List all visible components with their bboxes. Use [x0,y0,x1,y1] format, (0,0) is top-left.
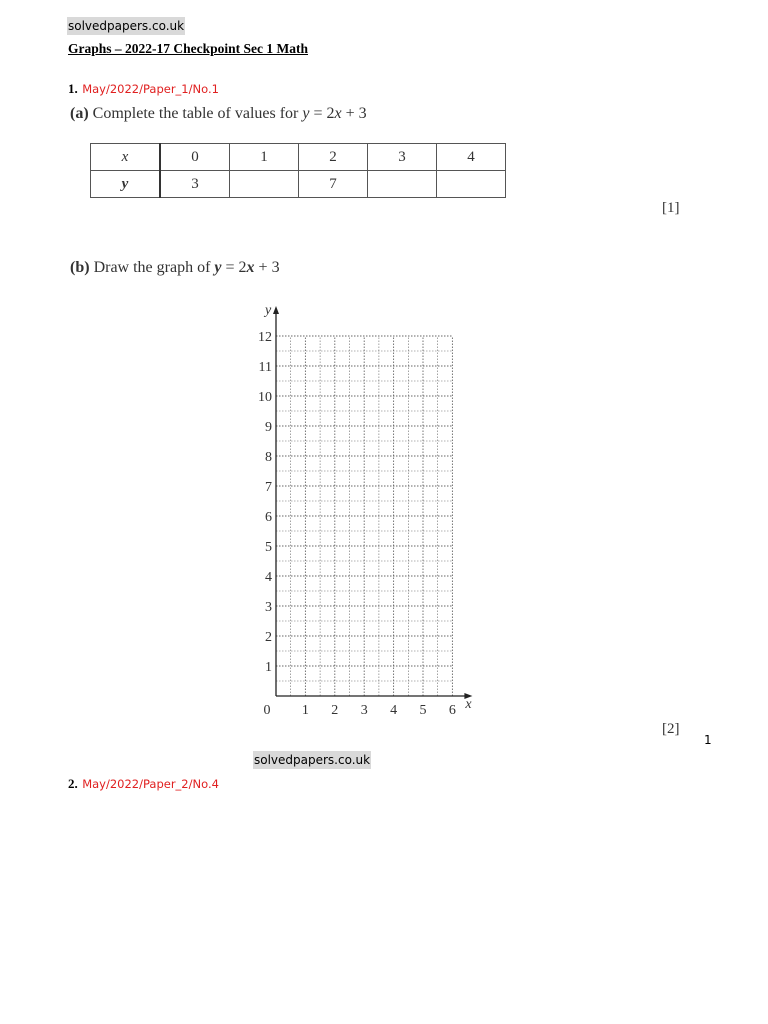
row-label-y: y [91,171,161,198]
question-reference: May/2022/Paper_1/No.1 [82,82,219,96]
x-tick-label: 6 [448,703,456,718]
table-cell: 3 [368,144,437,171]
part-text: Draw the graph of [93,259,215,276]
table-cell: 3 [160,171,230,198]
table-cell: 4 [437,144,506,171]
table-cell: 0 [160,144,230,171]
x-tick-label: 1 [301,703,309,718]
x-tick-label: 3 [360,703,368,718]
marks-part-b: [2] [662,721,680,737]
question-2-header [68,775,219,793]
y-tick-label: 11 [258,360,272,375]
page-title: Graphs – 2022-17 Checkpoint Sec 1 Math [68,41,309,56]
equation-rest: = 2 [221,259,247,276]
x-tick-label: 2 [331,703,339,718]
y-tick-label: 3 [265,600,272,615]
page-number: 1 [704,733,712,747]
watermark-bottom: solvedpapers.co.uk [254,753,371,767]
x-axis-label: x [465,697,472,712]
question-number: 2. [68,776,78,791]
equation-lhs: y [214,259,222,276]
part-text: Complete the table of values for [92,105,303,122]
x-tick-label: 4 [390,703,398,718]
x-tick-label: 0 [263,703,271,718]
y-tick-label: 7 [265,480,272,495]
table-cell: 1 [230,144,299,171]
question-reference: May/2022/Paper_2/No.4 [82,777,219,791]
y-tick-label: 8 [265,450,272,465]
watermark-top: solvedpapers.co.uk [68,19,185,33]
y-tick-label: 9 [265,420,272,435]
table-cell: 2 [299,144,368,171]
y-tick-label: 4 [265,570,272,585]
grid-lines [276,336,452,696]
equation-x: x [246,259,255,276]
equation-tail: + 3 [254,259,280,276]
part-label: (b) [70,259,90,276]
y-tick-label: 6 [265,510,272,525]
table-cell: 7 [299,171,368,198]
y-tick-label: 2 [265,630,272,645]
y-axis-label: y [265,303,272,318]
question-number: 1. [68,81,78,96]
y-tick-label: 10 [258,390,272,405]
equation-x: x [334,105,342,122]
marks-part-a: [1] [662,200,680,216]
y-tick-label: 5 [265,540,272,555]
part-label: (a) [70,105,89,122]
row-label-x: x [91,144,161,171]
y-axis-arrow-icon [273,306,279,314]
y-tick-label: 12 [258,330,272,345]
tick-labels [258,303,472,718]
equation-tail: + 3 [341,105,367,122]
equation-rest: = 2 [309,105,335,122]
y-tick-label: 1 [265,660,272,675]
equation-lhs: y [302,105,310,122]
axes [273,306,472,699]
x-tick-label: 5 [419,703,427,718]
